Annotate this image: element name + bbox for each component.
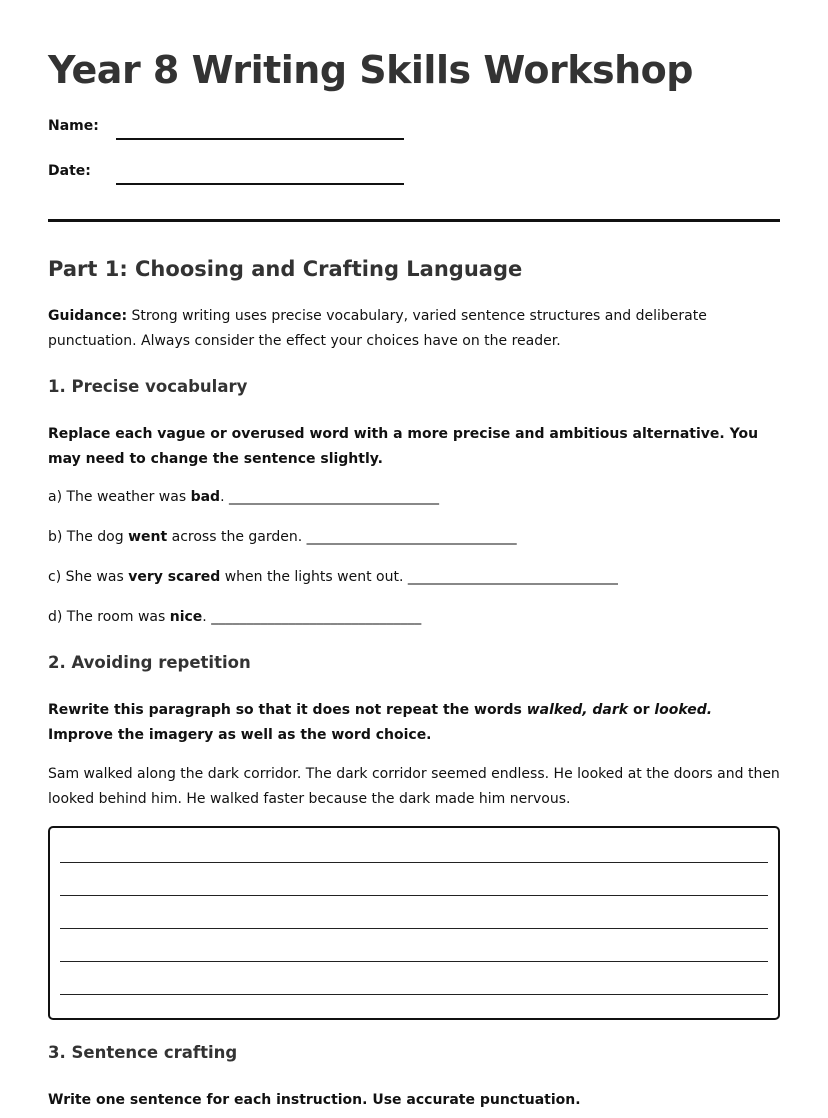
instruction-text: Rewrite this paragraph so that it does not repeat the words [48, 702, 527, 718]
item-answer-line: across the garden. ______________________________ [167, 529, 517, 545]
section1-instruction: Replace each vague or overused word with a more precise and ambitious alternative. You may need to change the sentence slightly. [48, 426, 759, 467]
rewrite-answer-box[interactable] [48, 826, 780, 1020]
date-label: Date: [48, 163, 91, 179]
instruction-text: Improve the imagery as well as the word choice. [48, 727, 432, 743]
instruction-sep: or [628, 702, 655, 718]
item-answer-line: when the lights went out. ______________________________ [220, 569, 618, 585]
passage-paragraph: Sam walked along the dark corridor. The dark corridor seemed endless. He looked at the doors and then looked behind him. He walked faster because the dark made him nervous. [48, 766, 780, 807]
repeated-word: looked. [654, 702, 713, 718]
guidance-label: Guidance: [48, 308, 128, 324]
answer-line [60, 895, 768, 896]
answer-line [60, 928, 768, 929]
item-text: d) The room was [48, 609, 170, 625]
section2-heading: 2. Avoiding repetition [48, 653, 251, 672]
vocab-item-a[interactable] [48, 489, 439, 505]
guidance-paragraph [48, 304, 780, 354]
page-title: Year 8 Writing Skills Workshop [48, 48, 693, 92]
item-answer-line: . ______________________________ [202, 609, 422, 625]
item-text: a) The weather was [48, 489, 191, 505]
guidance-text: Strong writing uses precise vocabulary, varied sentence structures and deliberate punctuation. Always consider the effect your choices have on the reader. [48, 308, 707, 349]
section2-instruction [48, 698, 780, 748]
item-target-word: very scared [128, 569, 221, 585]
vocab-item-d[interactable] [48, 609, 421, 625]
date-input-line[interactable] [116, 183, 404, 185]
answer-line [60, 994, 768, 995]
vocab-item-b[interactable] [48, 529, 517, 545]
section3-instruction: Write one sentence for each instruction. Use accurate punctuation. [48, 1092, 581, 1108]
name-label: Name: [48, 118, 99, 134]
section1-heading: 1. Precise vocabulary [48, 377, 248, 396]
item-target-word: nice [169, 609, 203, 625]
section3-heading: 3. Sentence crafting [48, 1043, 238, 1062]
item-text: b) The dog [48, 529, 129, 545]
repeated-word: dark [592, 702, 629, 718]
answer-line [60, 961, 768, 962]
repeated-word: walked, [526, 702, 588, 718]
item-text: c) She was [48, 569, 129, 585]
item-target-word: went [128, 529, 168, 545]
header-divider [48, 219, 780, 222]
part1-heading: Part 1: Choosing and Crafting Language [48, 257, 523, 281]
item-answer-line: . ______________________________ [220, 489, 439, 505]
vocab-item-c[interactable] [48, 569, 618, 585]
name-input-line[interactable] [116, 138, 404, 140]
item-target-word: bad [190, 489, 221, 505]
answer-line [60, 862, 768, 863]
